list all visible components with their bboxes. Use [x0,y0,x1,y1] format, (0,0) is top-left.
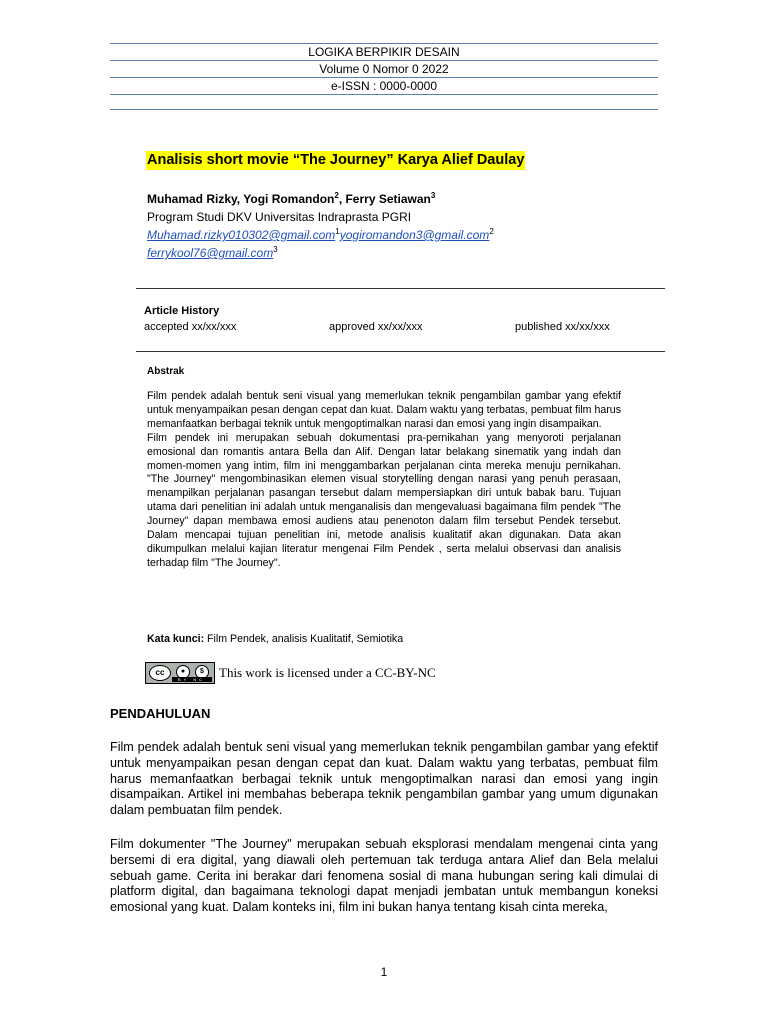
license-block [145,662,436,684]
body-paragraph-text: Film pendek adalah bentuk seni visual yang memerlukan teknik pengambilan gambar yang efektif untuk menyampaikan pesan dengan cepat dan kuat. Dalam waktu yang terbatas, pembuat film harus memanfaatkan berbagai teknik untuk mengoptimalkan narasi dan emosi yang ingin disampaikan. Artikel ini membahas beberapa teknik pengambilan gambar yang umum digunakan dalam pembuatan film pendek. [110,740,658,818]
abstract-heading: Abstrak [147,366,185,377]
journal-name: LOGIKA BERPIKIR DESAIN [308,45,460,59]
body-paragraph [110,740,658,819]
affiliation: Program Studi DKV Universitas Indraprasta PGRI [147,210,412,224]
email-sup: 3 [273,245,278,254]
keywords-list: Film Pendek, analisis Kualitatif, Semiotika [204,633,404,645]
email-link[interactable]: yogiromandon3@gmail.com [339,228,490,242]
journal-issn: e-ISSN : 0000-0000 [330,79,438,93]
license-text: This work is licensed under a CC-BY-NC [219,665,436,680]
history-title: Article History [144,305,220,317]
cc-license-icon[interactable] [145,662,215,684]
journal-header [110,43,658,110]
email-sup: 2 [489,227,494,236]
page-number: 1 [380,965,388,979]
email-link[interactable]: ferrykool76@gmail.com [147,246,274,260]
article-title: Analisis short movie “The Journey” Karya Alief Daulay [147,152,525,168]
abstract-body [147,390,621,571]
nc-dollar-icon: $ [195,665,209,679]
cc-icon: cc [149,665,171,681]
email-sup: 1 [335,227,340,236]
email-line [147,244,494,262]
author-block [147,190,494,262]
abstract-paragraph: Film pendek ini merupakan sebuah dokumentasi pra-pernikahan yang menyoroti perjalanan emosional dan romantis antara Bella dan Alif. Dengan latar belakang sinematik yang indah dan momen-momen yang intim, film ini menggambarkan perjalanan cinta mereka menuju pernikahan. "The Journey" mengombinasikan elemen visual storytelling dengan narasi yang penuh perasaan, menampilkan perjalanan pasangan tersebut dalam mempersiapkan diri untuk babak baru. Tujuan utama dari penelitian ini adalah untuk menganalisis dan mengevaluasi bagaimana film pendek "The Journey” dapan membawa emosi audiens atau penenoton dalam film tersebut Pendek tersebut. Dalam mencapai tujuan penelitian ini, metode analisis kualitatif akan digunakan. Data akan dikumpulkan melalui kajian literatur mengenai Film Pendek , serta melalui observasi dan analisis terhadap film "The Journey". [147,431,621,569]
author-names [147,190,494,208]
article-title-block [146,151,525,170]
keywords [147,633,403,645]
author-sup: 2 [334,191,339,200]
by-person-icon: ● [176,665,190,679]
header-rule [110,109,658,110]
email-line [147,226,494,244]
email-link[interactable]: Muhamad.rizky010302@gmail.com [147,228,336,242]
author-sup: 3 [430,191,436,200]
article-history [136,288,665,352]
journal-volume: Volume 0 Nomor 0 2022 [319,62,449,76]
approved-date: approved xx/xx/xxx [329,321,423,333]
author-text: Muhamad Rizky, Yogi Romandon [147,192,335,206]
published-date: published xx/xx/xxx [515,321,610,333]
abstract-paragraph: Film pendek adalah bentuk seni visual yang memerlukan teknik pengambilan gambar yang efektif untuk menyampaikan pesan dengan cepat dan kuat. Dalam waktu yang terbatas, pembuat film harus memanfaatkan berbagai teknik untuk mengoptimalkan narasi dan emosi yang ingin disampaikan. [147,390,621,430]
body-paragraph [110,837,658,916]
keywords-label: Kata kunci: [147,633,205,645]
author-text: , Ferry Setiawan [338,192,431,206]
accepted-date: accepted xx/xx/xxx [144,321,237,333]
section-heading: PENDAHULUAN [110,706,211,721]
badge-strip: BY NC [172,677,212,682]
body-paragraph-text: Film dokumenter "The Journey" merupakan sebuah eksplorasi mendalam mengenai cinta yang bersemi di era digital, yang diawali oleh pertemuan tak terduga antara Alief dan Bela melalui sebuah game. Cerita ini berakar dari fenomena sosial di mana hubungan sering kali dimulai di platform digital, dan bagaimana teknologi dapat menjadi jembatan untuk membangun koneksi emosional yang kuat. Dalam konteks ini, film ini bukan hanya tentang kisah cinta mereka, [110,837,658,915]
